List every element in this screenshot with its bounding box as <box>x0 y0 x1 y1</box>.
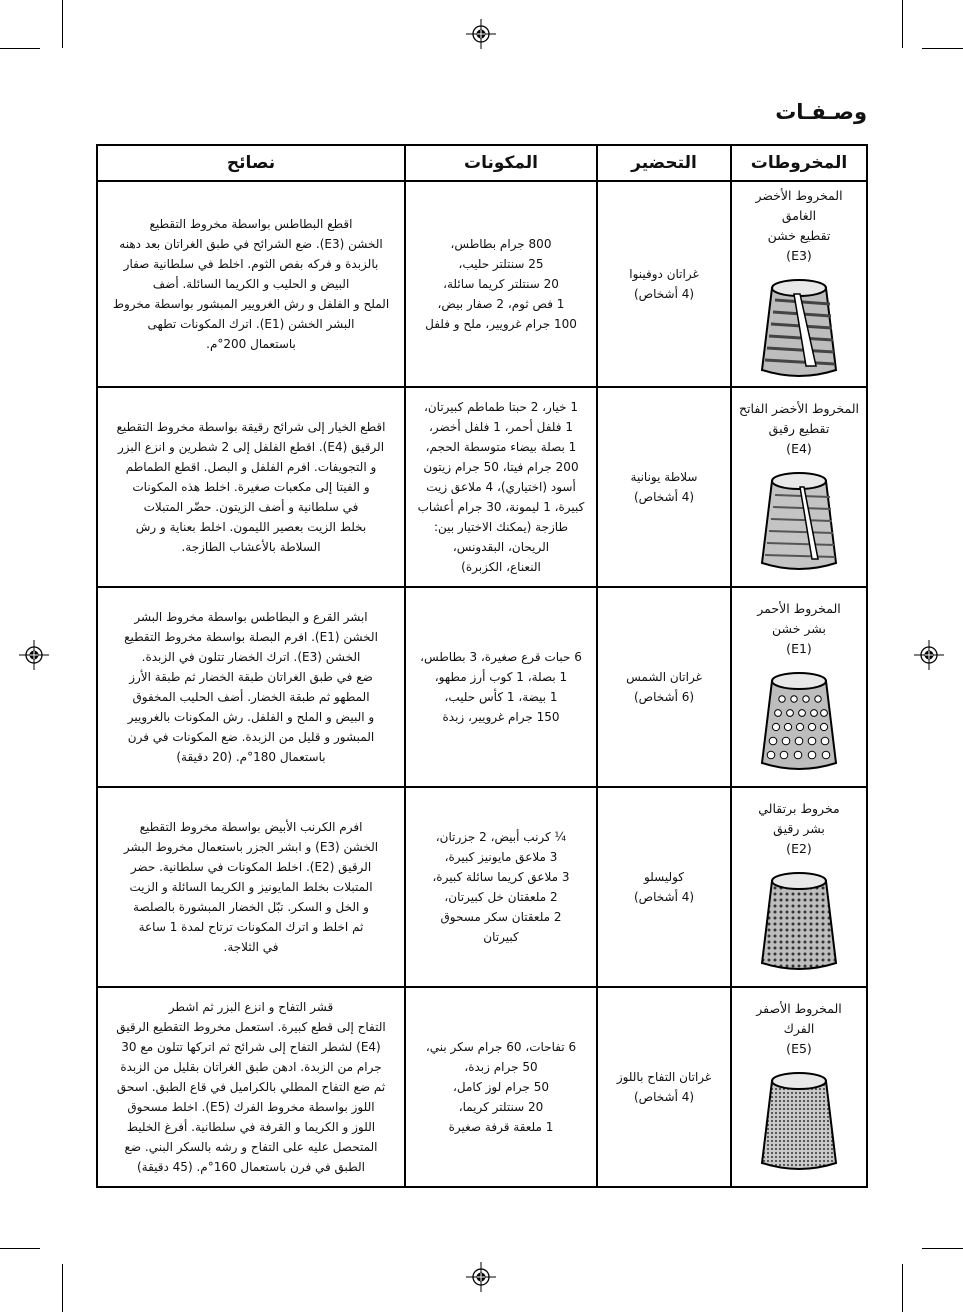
coarse-grating-cone-icon <box>754 667 844 775</box>
registration-mark-icon <box>466 19 496 49</box>
registration-mark-icon <box>914 640 944 670</box>
recipe-tips: قشر التفاح و انزع البزر ثم اشطر التفاح إلى قطع كبيرة. استعمل مخروط التقطيع الرقيق (E4) لشطر التفاح إلى شرائح ثم اتركها تتلون مع 30 جرام من الزبدة. ادهن طبق الغراتان بقليل من الزبدة ثم ضع التفاح المطلي بالكراميل في قاع الطبق. اسحق اللوز بواسطة مخروط الفرك (E5). اخلط مسحوق اللوز و الكريما و القرفة في سلطانية. أفرغ الخليط المتحصل عليه على التفاح و رشه بالسكر البني. ضع الطبق في فرن باستعمال 160°م. (45 دقيقة) <box>97 987 405 1187</box>
table-row <box>97 387 867 587</box>
crop-mark <box>62 1264 63 1312</box>
thin-slicing-cone-icon <box>754 467 844 575</box>
grinding-cone-icon <box>754 1067 844 1175</box>
registration-mark-icon <box>466 1262 496 1292</box>
recipe-tips: افرم الكرنب الأبيض بواسطة مخروط التقطيع الخشن (E3) و ابشر الجزر باستعمال مخروط البشر الرقيق (E2). اخلط المكونات في سلطانية. حضر المتبلات بخلط المايونيز و الكريما السائلة و الزيت و الخل و السكر. تبّل الخضار المبشورة بالصلصة ثم اخلط و اترك المكونات ترتاح لمدة 1 ساعة في الثلاجة. <box>97 787 405 987</box>
cone-name: المخروط الأصفر الفرك <box>756 1001 842 1036</box>
cone-cell <box>731 787 867 987</box>
recipe-tips: اقطع البطاطس بواسطة مخروط التقطيع الخشن (E3). ضع الشرائح في طبق الغراتان بعد دهنه بالزبدة و فركه بفص الثوم. اخلط في سلطانية صفار البيض و الحليب و الكريما السائلة. أضف الملح و الفلفل و رش الغرويير المبشور بواسطة مخروط البشر الخشن (E1). اترك المكونات تطهى باستعمال 200°م. <box>97 181 405 387</box>
table-row <box>97 787 867 987</box>
header-ingredients: المكونات <box>405 145 597 181</box>
dish-name: كوليسلو (4 أشخاص) <box>597 787 731 987</box>
coarse-slicing-cone-icon <box>754 274 844 382</box>
cone-code: (E5) <box>786 1041 812 1056</box>
ingredients-list: ¼ كرنب أبيض، 2 جزرتان، 3 ملاعق مايونيز كبيرة، 3 ملاعق كريما سائلة كبيرة، 2 ملعقتان خل كبيرتان، 2 ملعقتان سكر مسحوق كبيرتان <box>405 787 597 987</box>
table-row <box>97 587 867 787</box>
cone-code: (E4) <box>786 441 812 456</box>
header-preparation: التحضير <box>597 145 731 181</box>
ingredients-list: 6 تفاحات، 60 جرام سكر بني، 50 جرام زبدة، 50 جرام لوز كامل، 20 سنتلتر كريما، 1 ملعقة قرفة صغيرة <box>405 987 597 1187</box>
registration-mark-icon <box>19 640 49 670</box>
cone-name: المخروط الأحمر بشر خشن <box>757 601 841 636</box>
crop-mark <box>0 1248 40 1249</box>
crop-mark <box>902 1264 903 1312</box>
ingredients-list: 6 حبات قرع صغيرة، 3 بطاطس، 1 بصلة، 1 كوب أرز مطهو، 1 بيضة، 1 كأس حليب، 150 جرام غرويير، زبدة <box>405 587 597 787</box>
cone-cell <box>731 987 867 1187</box>
cone-name: مخروط برتقالي بشر رقيق <box>758 801 840 836</box>
cone-cell <box>731 181 867 387</box>
dish-name: غراتان دوفينوا (4 أشخاص) <box>597 181 731 387</box>
recipe-tips: اقطع الخيار إلى شرائح رقيقة بواسطة مخروط التقطيع الرقيق (E4). اقطع الفلفل إلى 2 شطرين و انزع البزر و التجويفات. افرم الفلفل و البصل. اقطع الطماطم و الفيتا إلى مكعبات صغيرة. اخلط هذه المكونات في سلطانية و أضف الزيتون. حضّر المتبلات بخلط الزيت بعصير الليمون. اخلط بعناية و رش السلاطة بالأعشاب الطازجة. <box>97 387 405 587</box>
header-tips: نصائح <box>97 145 405 181</box>
cone-code: (E1) <box>786 641 812 656</box>
header-cones: المخروطات <box>731 145 867 181</box>
dish-name: سلاطة يونانية (4 أشخاص) <box>597 387 731 587</box>
table-row <box>97 987 867 1187</box>
dish-name: غراتان الشمس (6 أشخاص) <box>597 587 731 787</box>
cone-name: المخروط الأخضر الفاتح تقطيع رقيق <box>738 401 860 436</box>
ingredients-list: 800 جرام بطاطس، 25 سنتلتر حليب، 20 سنتلتر كريما سائلة، 1 فص ثوم، 2 صفار بيض، 100 جرام غرويير، ملح و فلفل <box>405 181 597 387</box>
cone-code: (E3) <box>786 248 812 263</box>
cone-name: المخروط الأخضر الغامق تقطيع خشن <box>755 188 843 243</box>
crop-mark <box>922 48 963 49</box>
crop-mark <box>922 1248 963 1249</box>
cone-cell <box>731 587 867 787</box>
crop-mark <box>902 0 903 48</box>
recipe-tips: ابشر القرع و البطاطس بواسطة مخروط البشر الخشن (E1). افرم البصلة بواسطة مخروط التقطيع الخشن (E3). اترك الخضار تتلون في الزبدة. ضع في طبق الغراتان طبقة الخضار ثم طبقة الأرز المطهو ثم طبقة الخضار. أضف الحليب المخفوق و البيض و الملح و الفلفل. رش المكونات بالغرويير المبشور و قليل من الزبدة. ضع المكونات في فرن باستعمال 180°م. (20 دقيقة) <box>97 587 405 787</box>
page-title: وصـفـات <box>775 100 867 124</box>
cone-code: (E2) <box>786 841 812 856</box>
cone-cell <box>731 387 867 587</box>
ingredients-list: 1 خيار، 2 حبتا طماطم كبيرتان، 1 فلفل أحمر، 1 فلفل أخضر، 1 بصلة بيضاء متوسطة الحجم، 200 جرام فيتا، 50 جرام زيتون أسود (اختياري)، 4 ملاعق زيت كبيرة، 1 ليمونة، 30 جرام أعشاب طازجة (يمكنك الاختيار بين: الريحان، البقدونس، النعناع، الكزبرة) <box>405 387 597 587</box>
recipes-table <box>96 144 868 1188</box>
crop-mark <box>62 0 63 48</box>
table-row <box>97 181 867 387</box>
dish-name: غراتان التفاح باللوز (4 أشخاص) <box>597 987 731 1187</box>
table-header-row <box>97 145 867 181</box>
fine-grating-cone-icon <box>754 867 844 975</box>
crop-mark <box>0 48 40 49</box>
